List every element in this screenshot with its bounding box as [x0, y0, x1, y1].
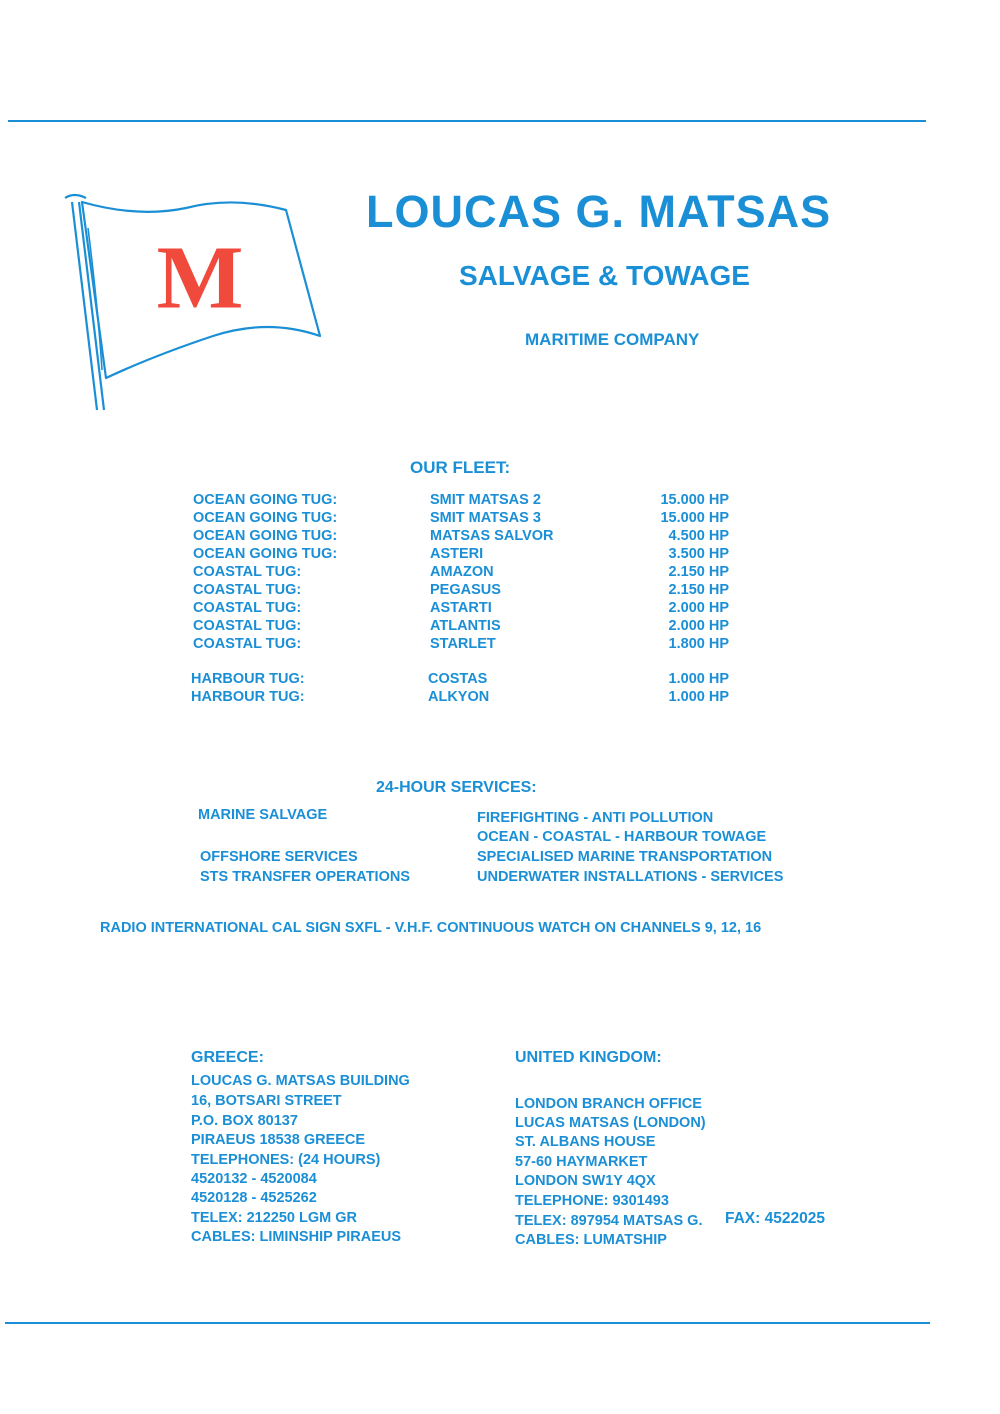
services-heading: 24-HOUR SERVICES: [376, 779, 537, 796]
address-line: ST. ALBANS HOUSE [515, 1134, 656, 1150]
address-line: 4520128 - 4525262 [191, 1190, 317, 1206]
vessel-type: COASTAL TUG: [193, 564, 302, 580]
vessel-name: MATSAS SALVOR [430, 528, 554, 544]
address-line: PIRAEUS 18538 GREECE [191, 1132, 366, 1148]
vessel-power: 1.000 HP [668, 671, 729, 687]
vessel-type: COASTAL TUG: [193, 636, 302, 652]
vessel-power: 4.500 HP [668, 528, 729, 544]
vessel-power: 15.000 HP [660, 492, 729, 508]
company-tagline: MARITIME COMPANY [525, 330, 700, 349]
vessel-type: OCEAN GOING TUG: [193, 528, 338, 544]
vessel-power: 2.000 HP [668, 600, 729, 616]
address-line: TELEPHONE: 9301493 [515, 1193, 669, 1209]
company-name: LOUCAS G. MATSAS [366, 186, 832, 237]
address-line: TELEX: 897954 MATSAS G. [515, 1213, 703, 1229]
service-item: OCEAN - COASTAL - HARBOUR TOWAGE [477, 829, 767, 845]
fax-number: FAX: 4522025 [725, 1210, 825, 1227]
vessel-name: PEGASUS [430, 582, 501, 598]
vessel-power: 15.000 HP [660, 510, 729, 526]
service-item: STS TRANSFER OPERATIONS [200, 869, 410, 885]
vessel-type: HARBOUR TUG: [191, 671, 305, 687]
vessel-power: 2.150 HP [668, 564, 729, 580]
address-line: TELEX: 212250 LGM GR [191, 1210, 357, 1226]
vessel-type: OCEAN GOING TUG: [193, 546, 338, 562]
vessel-name: AMAZON [430, 564, 494, 580]
fleet-row [0, 582, 1000, 600]
vessel-name: SMIT MATSAS 2 [430, 492, 541, 508]
vessel-type: COASTAL TUG: [193, 618, 302, 634]
vessel-type: COASTAL TUG: [193, 582, 302, 598]
address-line: 57-60 HAYMARKET [515, 1154, 648, 1170]
address-line: CABLES: LUMATSHIP [515, 1232, 667, 1248]
address-line: P.O. BOX 80137 [191, 1113, 298, 1129]
fleet-heading: OUR FLEET: [410, 458, 511, 477]
address-line: CABLES: LIMINSHIP PIRAEUS [191, 1229, 402, 1245]
fleet-row [0, 671, 1000, 689]
vessel-name: ALKYON [428, 689, 490, 705]
vessel-name: ASTARTI [430, 600, 492, 616]
fleet-row [0, 618, 1000, 636]
vessel-name: STARLET [430, 636, 496, 652]
fleet-row [0, 636, 1000, 654]
vessel-power: 3.500 HP [668, 546, 729, 562]
uk-heading: UNITED KINGDOM: [515, 1049, 662, 1066]
flag-logo [58, 188, 328, 420]
vessel-name: SMIT MATSAS 3 [430, 510, 541, 526]
vessel-type: OCEAN GOING TUG: [193, 510, 338, 526]
address-line: TELEPHONES: (24 HOURS) [191, 1152, 381, 1168]
address-line: LONDON BRANCH OFFICE [515, 1096, 702, 1112]
address-line: 4520132 - 4520084 [191, 1171, 317, 1187]
service-item: SPECIALISED MARINE TRANSPORTATION [477, 849, 773, 865]
top-divider [8, 120, 926, 122]
vessel-power: 1.000 HP [668, 689, 729, 705]
vessel-power: 2.000 HP [668, 618, 729, 634]
fleet-row [0, 492, 1000, 510]
fleet-row [0, 689, 1000, 707]
service-item: UNDERWATER INSTALLATIONS - SERVICES [477, 869, 784, 885]
company-subtitle: SALVAGE & TOWAGE [459, 260, 750, 291]
fleet-row [0, 564, 1000, 582]
fleet-row [0, 546, 1000, 564]
vessel-type: OCEAN GOING TUG: [193, 492, 338, 508]
fleet-row [0, 600, 1000, 618]
address-line: LONDON SW1Y 4QX [515, 1173, 656, 1189]
greece-heading: GREECE: [191, 1049, 264, 1066]
vessel-power: 2.150 HP [668, 582, 729, 598]
bottom-divider [5, 1322, 930, 1324]
service-item: OFFSHORE SERVICES [200, 849, 358, 865]
address-line: 16, BOTSARI STREET [191, 1093, 342, 1109]
vessel-type: HARBOUR TUG: [191, 689, 305, 705]
flag-letter: M [156, 227, 244, 328]
address-line: LOUCAS G. MATSAS BUILDING [191, 1073, 410, 1089]
vessel-name: ATLANTIS [430, 618, 501, 634]
service-item: FIREFIGHTING - ANTI POLLUTION [477, 810, 714, 826]
vessel-name: ASTERI [430, 546, 484, 562]
fleet-row [0, 528, 1000, 546]
address-line: LUCAS MATSAS (LONDON) [515, 1115, 706, 1131]
radio-info: RADIO INTERNATIONAL CAL SIGN SXFL - V.H.F. CONTINUOUS WATCH ON CHANNELS 9, 12, 16 [100, 920, 762, 936]
vessel-type: COASTAL TUG: [193, 600, 302, 616]
service-item: MARINE SALVAGE [198, 807, 328, 823]
vessel-power: 1.800 HP [668, 636, 729, 652]
vessel-name: COSTAS [428, 671, 488, 687]
fleet-row [0, 510, 1000, 528]
